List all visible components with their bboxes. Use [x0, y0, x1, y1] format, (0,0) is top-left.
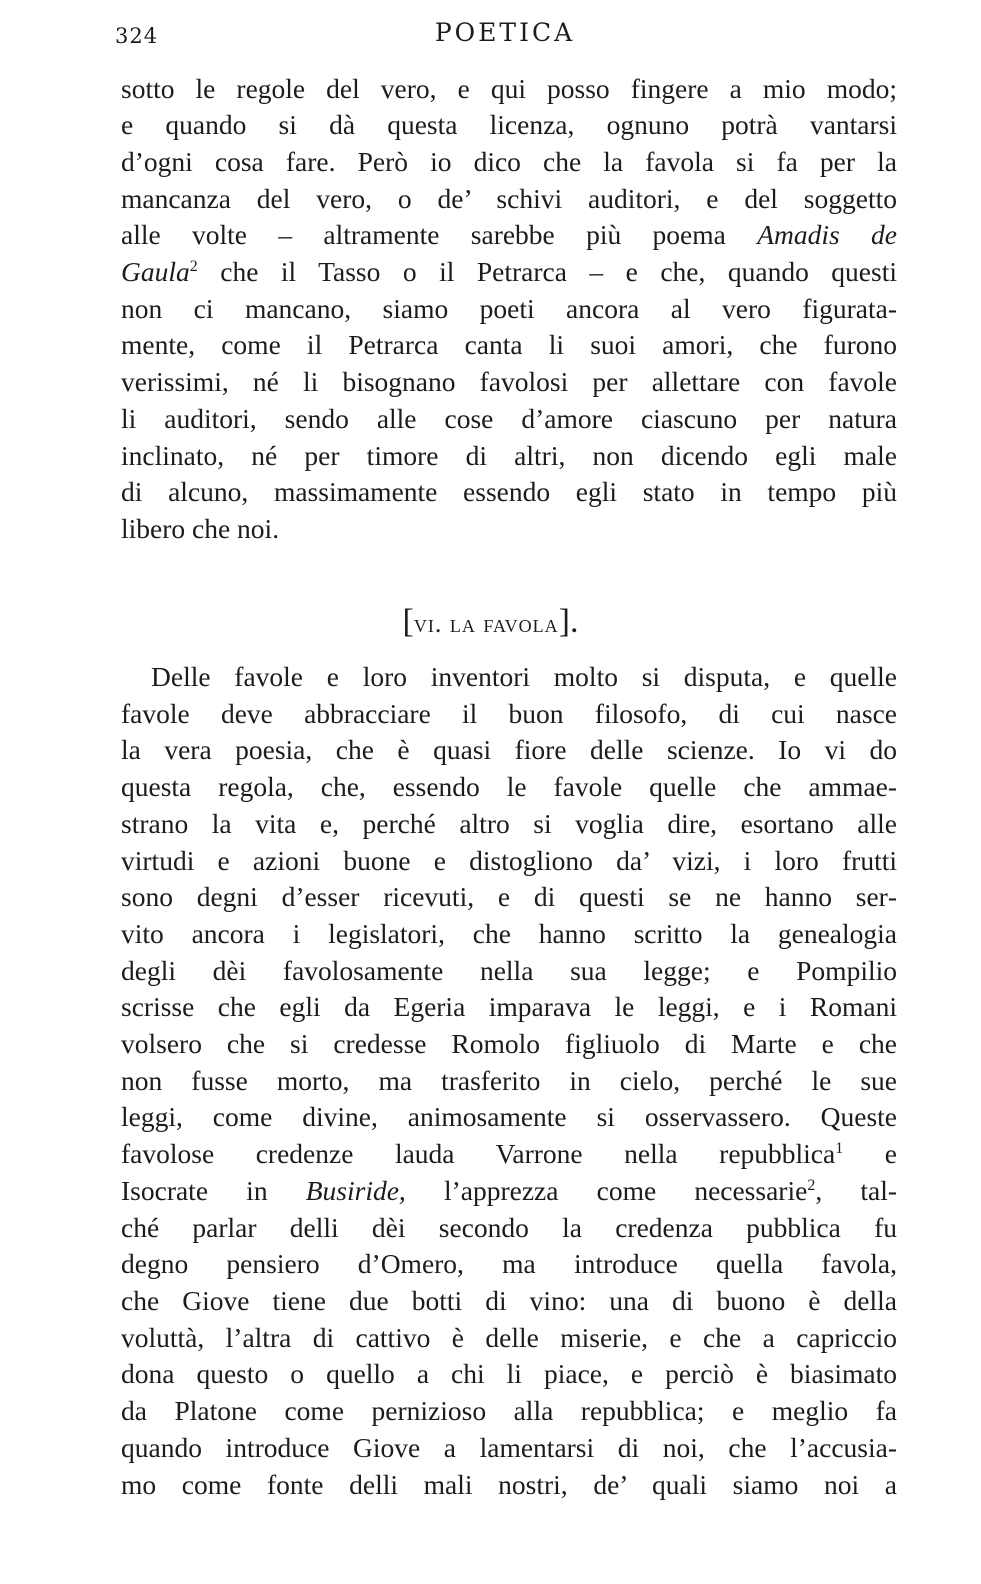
text-line: leggi, come divine, animosamente si osservassero. Queste	[121, 1101, 897, 1132]
text-line: d’ogni cosa fare. Però io dico che la favola si fa per la	[121, 146, 897, 177]
text-line: strano la vita e, perché altro si voglia dire, esortano alle	[121, 808, 897, 839]
text-line: volsero che si credesse Romolo figliuolo di Marte e che	[121, 1028, 897, 1059]
text-line	[121, 216, 897, 254]
text-line: da Platone come pernizioso alla repubblica; e meglio fa	[121, 1395, 897, 1426]
text-segment: alle volte – altramente sarebbe più poema	[121, 219, 726, 250]
text-segment: e	[884, 1138, 897, 1169]
text-line: sotto le regole del vero, e qui posso fingere a mio modo;	[121, 73, 897, 104]
text-line: degli dèi favolosamente nella sua legge; e Pompilio	[121, 955, 897, 986]
footnote-mark: 2	[189, 258, 198, 275]
italic-title: Amadis de	[757, 219, 897, 250]
text-line: degno pensiero d’Omero, ma introduce quella favola,	[121, 1248, 897, 1279]
text-line: mancanza del vero, o de’ schivi auditori, e del soggetto	[121, 183, 897, 214]
text-line: voluttà, l’altra di cattivo è delle miserie, e che a capriccio	[121, 1322, 897, 1353]
text-segment: Isocrate in	[121, 1175, 268, 1206]
running-title: POETICA	[434, 18, 576, 47]
text-line: inclinato, né per timore di altri, non dicendo egli male	[121, 440, 897, 471]
text-line	[121, 253, 897, 291]
heading-open-bracket: [	[402, 603, 414, 640]
text-line: vito ancora i legislatori, che hanno scritto la genealogia	[121, 918, 897, 949]
text-segment: favolose credenze lauda Varrone nella repubblica	[121, 1138, 836, 1169]
section-heading	[0, 602, 981, 644]
text-line: non ci mancano, siamo poeti ancora al vero figurata‑	[121, 293, 897, 324]
text-line	[121, 1135, 897, 1173]
text-line: la vera poesia, che è quasi fiore delle scienze. Io vi do	[121, 734, 897, 765]
text-line: di alcuno, massimamente essendo egli stato in tempo più	[121, 476, 897, 507]
text-line: virtudi e azioni buone e distogliono da’ vizi, i loro frutti	[121, 845, 897, 876]
italic-title: Gaula	[121, 256, 190, 287]
text-line: li auditori, sendo alle cose d’amore ciascuno per natura	[121, 403, 897, 434]
text-line: non fusse morto, ma trasferito in cielo, perché le sue	[121, 1065, 897, 1096]
text-segment: che il Tasso o il Petrarca – e che, quando questi	[220, 256, 897, 287]
text-line: mente, come il Petrarca canta li suoi amori, che furono	[121, 329, 897, 360]
text-line: che Giove tiene due botti di vino: una di buono è della	[121, 1285, 897, 1316]
text-segment: , tal‑	[815, 1175, 897, 1206]
text-line: libero che noi.	[121, 513, 280, 544]
heading-close-bracket: ].	[558, 603, 579, 640]
text-line: scrisse che egli da Egeria imparava le leggi, e i Romani	[121, 991, 897, 1022]
text-line: e quando si dà questa licenza, ognuno potrà vantarsi	[121, 109, 897, 140]
text-line: dona questo o quello a chi li piace, e perciò è biasimato	[121, 1358, 897, 1389]
text-line: ché parlar delli dèi secondo la credenza pubblica fu	[121, 1212, 897, 1243]
footnote-mark: 2	[807, 1177, 816, 1194]
footnote-mark: 1	[835, 1140, 844, 1157]
text-line: verissimi, né li bisognano favolosi per allettare con favole	[121, 366, 897, 397]
text-line: mo come fonte delli mali nostri, de’ quali siamo noi a	[121, 1469, 897, 1500]
text-line: favole deve abbracciare il buon filosofo, di cui nasce	[121, 698, 897, 729]
italic-title: Busiride,	[305, 1175, 406, 1206]
text-line: sono degni d’esser ricevuti, e di questi se ne hanno ser‑	[121, 881, 897, 912]
text-line: Delle favole e loro inventori molto si disputa, e quelle	[151, 661, 897, 692]
text-line: questa regola, che, essendo le favole quelle che ammae‑	[121, 771, 897, 802]
page-number: 324	[115, 24, 159, 48]
heading-text: vi. la favola	[413, 609, 559, 638]
text-line	[121, 1172, 897, 1210]
text-line: quando introduce Giove a lamentarsi di noi, che l’accusia‑	[121, 1432, 897, 1463]
text-segment: l’apprezza come necessarie	[443, 1175, 808, 1206]
page-header	[115, 18, 895, 54]
